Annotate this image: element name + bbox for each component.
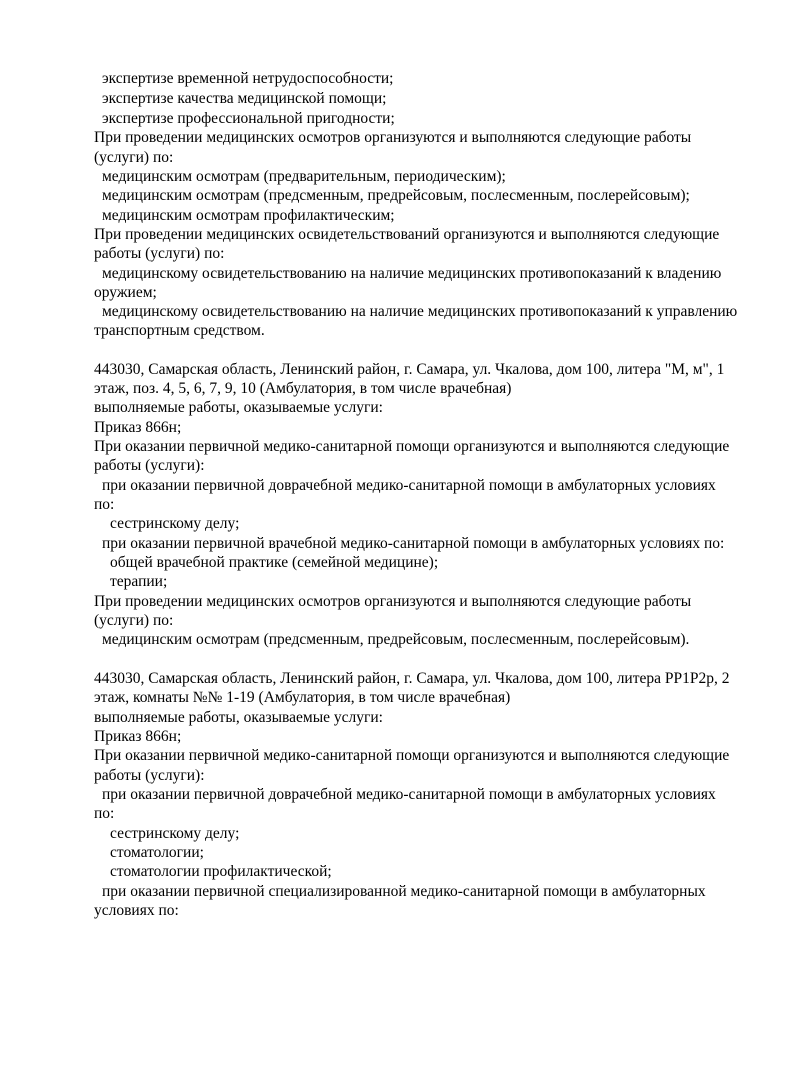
text-line: выполняемые работы, оказываемые услуги:: [94, 709, 383, 726]
text-line: экспертизе временной нетрудоспособности;: [102, 70, 394, 87]
text-line: экспертизе качества медицинской помощи;: [102, 90, 387, 107]
text-line: При проведении медицинских осмотров организуются и выполняются следующие работы: [94, 593, 692, 610]
text-line: при оказании первичной врачебной медико-санитарной помощи в амбулаторных условиях по:: [102, 535, 725, 552]
text-line: по:: [94, 805, 115, 822]
text-line: при оказании первичной доврачебной медико-санитарной помощи в амбулаторных условиях: [102, 477, 716, 494]
text-line: общей врачебной практике (семейной медицине);: [110, 554, 439, 571]
address-line: этаж, комнаты №№ 1-19 (Амбулатория, в том числе врачебная): [94, 689, 511, 706]
text-line: медицинским осмотрам профилактическим;: [102, 207, 395, 224]
text-line: медицинским осмотрам (предварительным, периодическим);: [102, 168, 506, 185]
text-line: Приказ 866н;: [94, 728, 182, 745]
text-line: При оказании первичной медико-санитарной помощи организуются и выполняются следующие: [94, 747, 730, 764]
text-line: (услуги) по:: [94, 149, 174, 166]
text-line: При проведении медицинских осмотров организуются и выполняются следующие работы: [94, 129, 692, 146]
text-line: медицинским осмотрам (предсменным, предрейсовым, послесменным, послерейсовым).: [102, 631, 690, 648]
text-line: терапии;: [110, 573, 168, 590]
text-line: стоматологии;: [110, 844, 204, 861]
text-line: экспертизе профессиональной пригодности;: [102, 110, 395, 127]
address-line: этаж, поз. 4, 5, 6, 7, 9, 10 (Амбулатория, в том числе врачебная): [94, 380, 512, 397]
text-line: медицинскому освидетельствованию на наличие медицинских противопоказаний к управлению: [102, 303, 738, 320]
text-line: транспортным средством.: [94, 322, 265, 339]
text-line: при оказании первичной специализированной медико-санитарной помощи в амбулаторных: [102, 883, 706, 900]
text-line: сестринскому делу;: [110, 515, 240, 532]
text-line: медицинскому освидетельствованию на наличие медицинских противопоказаний к владению: [102, 265, 722, 282]
text-line: сестринскому делу;: [110, 825, 240, 842]
text-line: при оказании первичной доврачебной медико-санитарной помощи в амбулаторных условиях: [102, 786, 716, 803]
address-line: 443030, Самарская область, Ленинский район, г. Самара, ул. Чкалова, дом 100, литера "М, м", 1: [94, 361, 725, 378]
text-line: При оказании первичной медико-санитарной помощи организуются и выполняются следующие: [94, 438, 730, 455]
text-line: условиях по:: [94, 902, 179, 919]
text-line: медицинским осмотрам (предсменным, предрейсовым, послесменным, послерейсовым);: [102, 187, 690, 204]
text-line: Приказ 866н;: [94, 419, 182, 436]
text-line: оружием;: [94, 284, 157, 301]
text-line: выполняемые работы, оказываемые услуги:: [94, 399, 383, 416]
address-line: 443030, Самарская область, Ленинский район, г. Самара, ул. Чкалова, дом 100, литера РР1Р2р, 2: [94, 670, 730, 687]
text-line: работы (услуги) по:: [94, 245, 225, 262]
text-line: При проведении медицинских освидетельствований организуются и выполняются следующие: [94, 226, 720, 243]
text-line: работы (услуги):: [94, 457, 205, 474]
text-line: по:: [94, 496, 115, 513]
text-line: стоматологии профилактической;: [110, 863, 332, 880]
text-line: работы (услуги):: [94, 767, 205, 784]
text-line: (услуги) по:: [94, 612, 174, 629]
